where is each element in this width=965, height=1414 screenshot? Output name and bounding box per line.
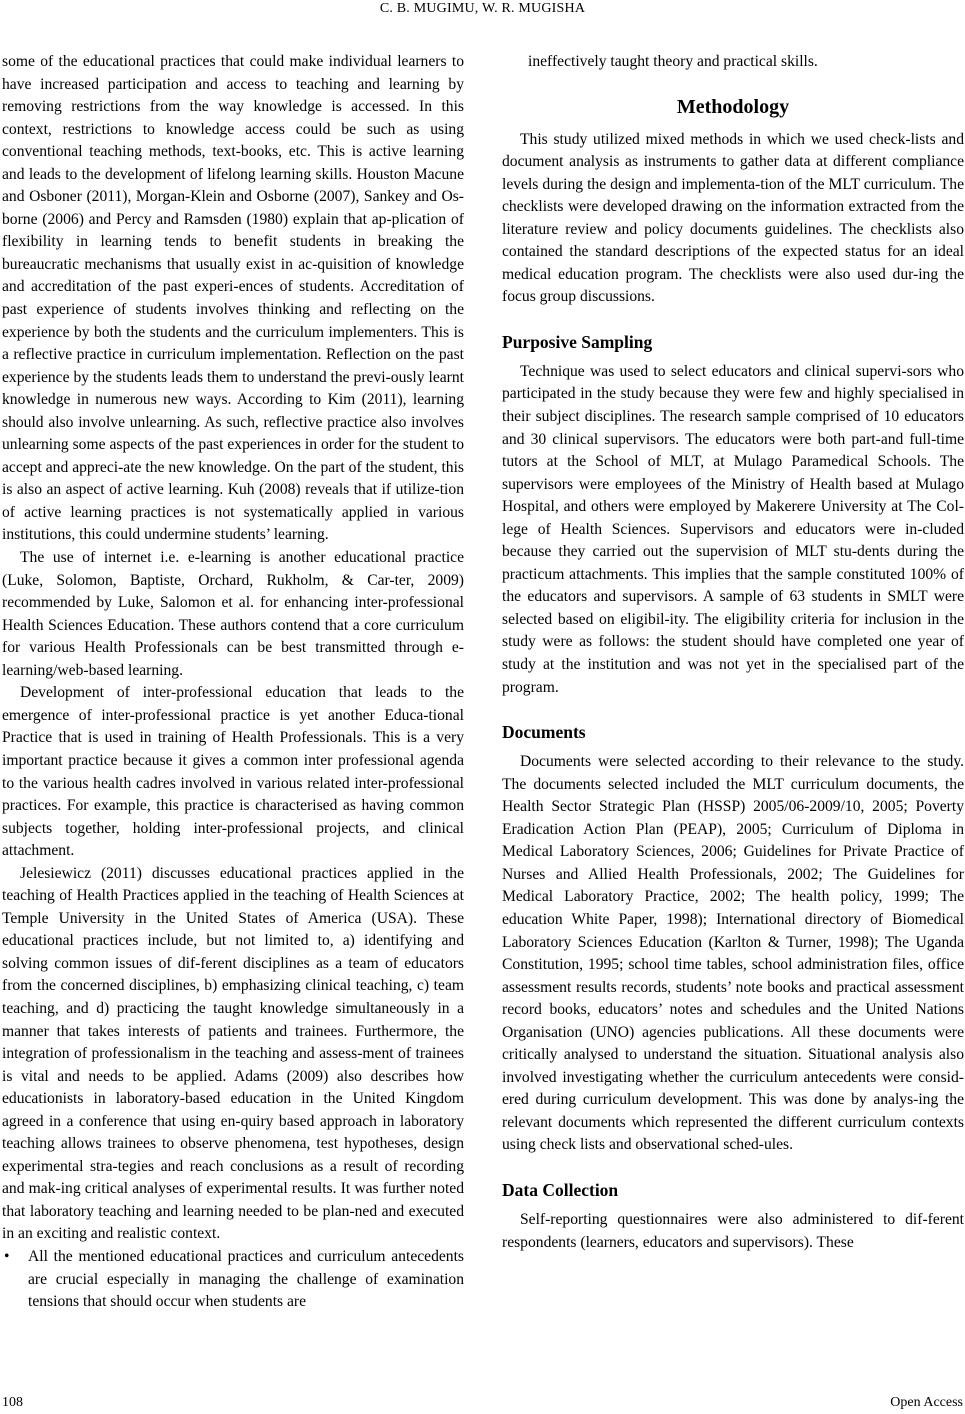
section-heading-documents: Documents — [502, 722, 586, 743]
body-paragraph: Documents were selected according to their relevance to the study. The documents selected included the MLT curriculum documents, the Health Sector Strategic Plan (HSSP) 2005/06-2009/10, 2005; Poverty Eradication Action Plan (PEAP), 2005; Curriculum of Diploma in Medical Laboratory Sciences, 2006; Guidelines for Private Practice of Nurses and Allied Health Professionals, 2002; The Guidelines for Medical Laboratory Practice, 2002; The health policy, 1999; The education White Paper, 1998); International directory of Biomedical Laboratory Sciences Education (Karlton & Turner, 1998); The Uganda Constitution, 1995; school time tables, school administration files, office assessment results records, students’ note books and practical assessment record books, educators’ notes and schedules and the United Nations Organisation (UNO) agencies publications. All these documents were critically analysed to understand the situation. Situational analysis also involved investigating whether the curriculum antecedents were consid-ered during curriculum development. This was done by analys-ing the relevant documents which represented the different curriculum contexts using check lists and observational sched-ules. — [502, 753, 964, 1154]
section-heading-sampling: Purposive Sampling — [502, 331, 653, 352]
bullet-continuation: ineffectively taught theory and practical skills. — [528, 53, 818, 70]
footer-publisher: Open Access — [890, 1395, 963, 1410]
body-paragraph: The use of internet i.e. e-learning is another educational practice (Luke, Solomon, Baptiste, Orchard, Rukholm, & Car-ter, 2009) recommended by Luke, Salomon et al. for enhancing inter-professional Health Sciences Education. These authors contend that a core curriculum for various Health Professionals can be best transmitted through e-learning/web-based learning. — [2, 549, 464, 679]
body-paragraph: some of the educational practices that could make individual learners to have increased participation and access to teaching and learning by removing restrictions from the way knowledge is accessed. In this context, restrictions to knowledge access could be such as using conventional teaching methods, text-books, etc. This is active learning and leads to the development of lifelong learning skills. Houston Macune and Osboner (2011), Morgan-Klein and Osborne (2007), Sankey and Os-borne (2006) and Percy and Ramsden (1980) explain that ap-plication of flexibility in learning tends to benefit students in breaking the bureaucratic mechanisms that usually exist in ac-quisition of knowledge and accreditation of the past experi-ences of students. Accreditation of past experience of students involves thinking and reflecting on the experience by both the students and the curriculum implementers. This is a reflective practice in curriculum implementation. Reflection on the past experience by the students leads them to understand the previ-ously learnt knowledge in numerous new ways. According to Kim (2011), learning should also involve unlearning. As such, reflective practice also involves unlearning some aspects of the past experiences in order for the student to accept and appreci-ate the new knowledge. On the part of the student, this is also an aspect of active learning. Kuh (2008) reveals that if utilize-tion of active learning practices is not systematically applied in various institutions, this could undermine students’ learning. — [2, 53, 464, 544]
bullet-item — [2, 1246, 464, 1314]
bullet-icon: • — [4, 1247, 10, 1265]
body-paragraph: This study utilized mixed methods in which we used check-lists and document analysis as instruments to gather data at different compliance levels during the design and implementa-tion of the MLT curriculum. The checklists were developed drawing on the information extracted from the literature review and policy documents guidelines. The checklists also contained the standard descriptions of the expected status for an ideal medical education program. The checklists were also used dur-ing the focus group discussions. — [502, 130, 964, 306]
section-heading-data-collection: Data Collection — [502, 1179, 619, 1200]
running-head: C. B. MUGIMU, W. R. MUGISHA — [379, 1, 586, 16]
left-column — [2, 51, 464, 1314]
body-paragraph: Self-reporting questionnaires were also administered to dif-ferent respondents (learners, educators and supervisors). These — [502, 1210, 964, 1251]
right-column — [502, 51, 964, 1254]
bullet-list — [2, 1246, 464, 1314]
body-paragraph: Development of inter-professional education that leads to the emergence of inter-professional practice is yet another Educa-tional Practice that is used in training of Health Professionals. This is a very important practice because it gives a common inter professional agenda to the various health cadres involved in various related inter-professional practices. For example, this practice is characterised as having common subjects together, holding inter-professional projects, and clinical attachment. — [2, 684, 464, 860]
body-paragraph: Jelesiewicz (2011) discusses educational practices applied in the teaching of Health Practices applied in the teaching of Health Sciences at Temple University in the United States of America (USA). These educational practices include, but not limited to, a) identifying and solving common issues of dif-ferent disciplines as a team of educators from the concerned disciplines, b) emphasizing clinical teaching, c) team teaching, and d) practicing the taught knowledge simultaneously in a manner that takes interests of patients and trainees. Furthermore, the integration of professionalism in the teaching and assess-ment of trainees is vital and needs to be applied. Adams (2009) also describes how educationists in laboratory-based education in the United Kingdom agreed in a conference that using en-quiry based approach in laboratory teaching allows trainees to observe phenomena, test hypotheses, design experimental stra-tegies and reach conclusions as a result of recording and mak-ing critical analyses of experimental results. It was further noted that laboratory teaching and learning needed to be plan-ned and executed in an exciting and realistic context. — [2, 864, 464, 1243]
body-paragraph: Technique was used to select educators and clinical supervi-sors who participated in the study because they were few and highly specialised in their subject disciplines. The research sample comprised of 10 educators and 30 clinical supervisors. The educators were both part-and full-time tutors at the School of MLT, at Mulago Paramedical Schools. The supervisors were employees of the Ministry of Health based at Mulago Hospital, and others were employed by Makerere University at The Col-lege of Health Sciences. Supervisors and educators were in-cluded because they carried out the supervision of MLT stu-dents during the practicum attachments. This implies that the sample constituted 100% of the educators and supervisors. A sample of 63 students in SMLT were selected based on eligibil-ity. The eligibility criteria for inclusion in the study were as follows: the student should have completed one year of study at the institution and was not yet in the specialised part of the program. — [502, 362, 964, 696]
section-heading-methodology: Methodology — [676, 95, 790, 118]
bullet-text: All the mentioned educational practices and curriculum antecedents are crucial especially in managing the challenge of examination tensions that should occur when students are — [28, 1247, 464, 1311]
page-number: 108 — [2, 1395, 23, 1410]
